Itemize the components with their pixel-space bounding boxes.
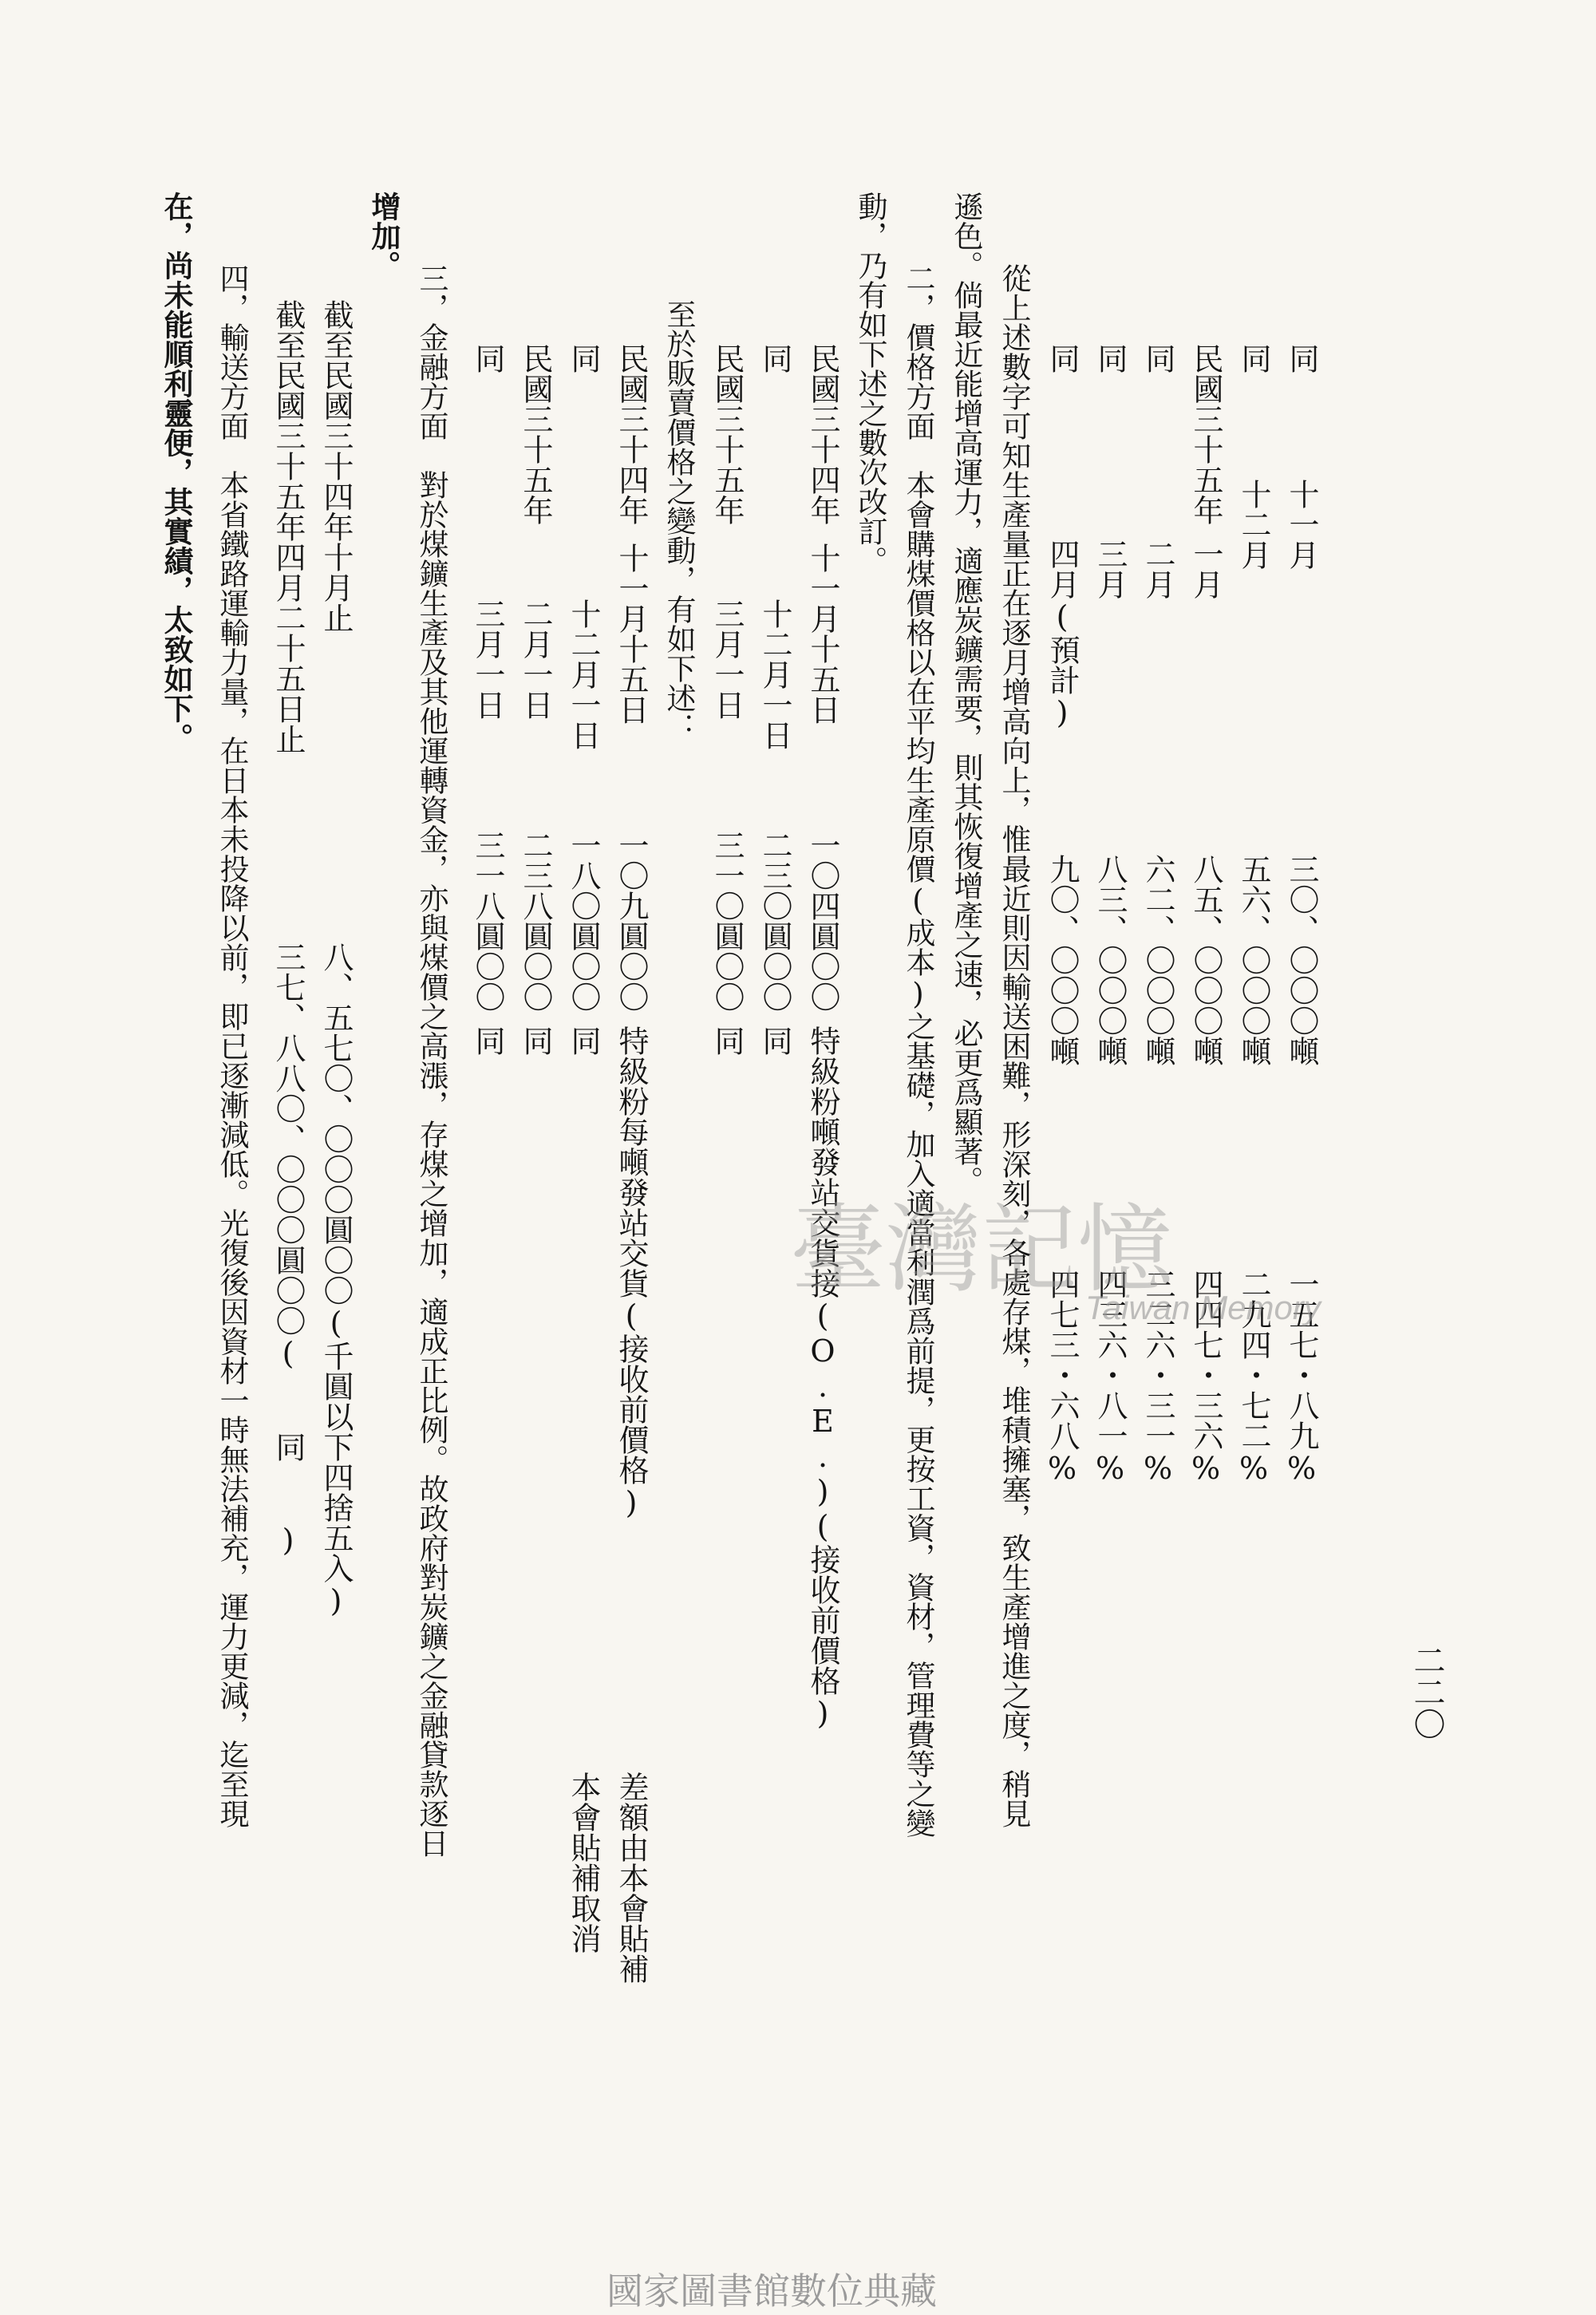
sales-row-note: 同 [566,1025,601,1056]
price-row-price: 一〇四圓〇〇 [805,830,840,1012]
sales-row-price: 一八〇圓〇〇 [566,830,601,1012]
table-row-month: 四月(預計) [1045,539,1080,730]
sales-row-label: 民國三十五年 [518,343,553,525]
loan-label: 截至民國三十四年十月止 [318,299,354,633]
price-row-price: 三一〇圓〇〇 [709,830,745,1012]
table-row-label: 同 [1045,343,1080,373]
table-row-rate: 三二六・三一% [1140,1269,1175,1486]
table-row-rate: 一五七・八九% [1284,1269,1319,1486]
sales-row-note: 同 [518,1025,553,1056]
table-row-rate: 四三六・八一% [1092,1269,1128,1486]
footer-collection-credit: 國家圖書館數位典藏 [606,2270,937,2313]
sales-row-date: 三月一日 [470,599,505,720]
sales-row-date: 十一月十五日 [614,543,649,725]
table-row-rate: 二九四・七二% [1236,1269,1271,1486]
table-row-month: 二月 [1140,539,1175,599]
sales-row-note: 同 [470,1025,505,1056]
paragraph-line: 從上述數字可知生產量正在逐月增高向上，惟最近則因輸送困難，形深刻，各處存煤，堆積擁塞，致生產增進之度，稍見 [997,263,1031,1828]
table-row-label: 同 [1236,343,1271,373]
table-row-label: 民國三十五年 [1188,343,1223,525]
paragraph-line: 動，乃有如下述之數次改訂。 [853,192,887,575]
table-row-output: 九〇、〇〇〇噸 [1045,854,1080,1066]
price-row-note: 同 [709,1025,745,1056]
paragraph-line: 遜色。倘最近能增高運力，適應炭鑛需要，則其恢復增產之速，必更爲顯著。 [949,192,983,1195]
table-row-label: 同 [1092,343,1128,373]
sales-row-price: 三一八圓〇〇 [470,830,505,1012]
sales-row-label: 同 [470,343,505,373]
loan-amount: 三七、八八〇、〇〇〇圓〇〇( 同 ) [271,942,306,1558]
loan-amount: 八、五七〇、〇〇〇圓〇〇(千圓以下四捨五入) [318,942,354,1618]
table-row-output: 五六、〇〇〇噸 [1236,854,1271,1066]
table-row-label: 同 [1284,343,1319,373]
table-row-month: 一月 [1188,539,1223,599]
price-row-date: 三月一日 [709,599,745,720]
sales-row-price: 一〇九圓〇〇 [614,830,649,1012]
sales-row-date: 十二月一日 [566,599,601,750]
table-row-label: 同 [1140,343,1175,373]
table-row-month: 十一月 [1284,479,1319,570]
sales-row-price: 二三八圓〇〇 [518,830,553,1012]
sales-row-date: 二月一日 [518,599,553,720]
price-row-note: 特級粉噸發站交貨接(O.E.)(接收前價格) [805,1025,840,1731]
loan-label: 截至民國三十五年四月二十五日止 [271,299,306,754]
sales-row-remark: 差額由本會貼補 [614,1772,649,1984]
sales-intro: 至於販賣價格之變動，有如下述： [662,299,696,742]
price-row-date: 十一月十五日 [805,543,840,725]
sales-row-remark: 本會貼補取消 [566,1772,601,1954]
paragraph-line: 三，金融方面 對於煤鑛生產及其他運轉資金，亦與煤價之高漲，存煤之增加，適成正比例。故政府對炭鑛之金融貸款逐日 [414,263,448,1858]
sales-row-note: 特級粉每噸發站交貨(接收前價格) [614,1025,649,1520]
table-row-month: 三月 [1092,539,1128,599]
table-row-output: 八三、〇〇〇噸 [1092,854,1128,1066]
price-row-label: 民國三十四年 [805,343,840,525]
paragraph-line: 二，價格方面 本會購煤價格以在平均生產原價(成本)之基礎，加入適當利潤爲前提，更按工資，資材，管理費等之變 [901,263,935,1838]
table-row-output: 三〇、〇〇〇噸 [1284,854,1319,1066]
price-row-label: 民國三十五年 [709,343,745,525]
price-row-date: 十二月一日 [757,599,792,750]
price-row-note: 同 [757,1025,792,1056]
price-row-price: 二三〇圓〇〇 [757,830,792,1012]
price-row-label: 同 [757,343,792,373]
paragraph-line: 在，尚未能順利靈便，其實績，太致如下。 [159,192,194,753]
page-number: 二二〇 [1408,1644,1445,1740]
watermark-logo: 臺灣記憶 [790,1195,1173,1306]
table-row-output: 六二、〇〇〇噸 [1140,854,1175,1066]
table-row-output: 八五、〇〇〇噸 [1188,854,1223,1066]
paragraph-line: 四，輸送方面 本省鐵路運輸力量，在日本未投降以前，即已逐漸減低。光復後因資材一時無法補充，運力更減，迄至現 [215,263,249,1828]
table-row-rate: 四四七・三六% [1188,1269,1223,1486]
paragraph-line: 增加。 [366,192,401,280]
sales-row-label: 民國三十四年 [614,343,649,525]
watermark-logo-text: Taiwan Memory [1085,1289,1321,1326]
sales-row-label: 同 [566,343,601,373]
table-row-month: 十二月 [1236,479,1271,570]
table-row-rate: 四七三・六八% [1045,1269,1080,1486]
